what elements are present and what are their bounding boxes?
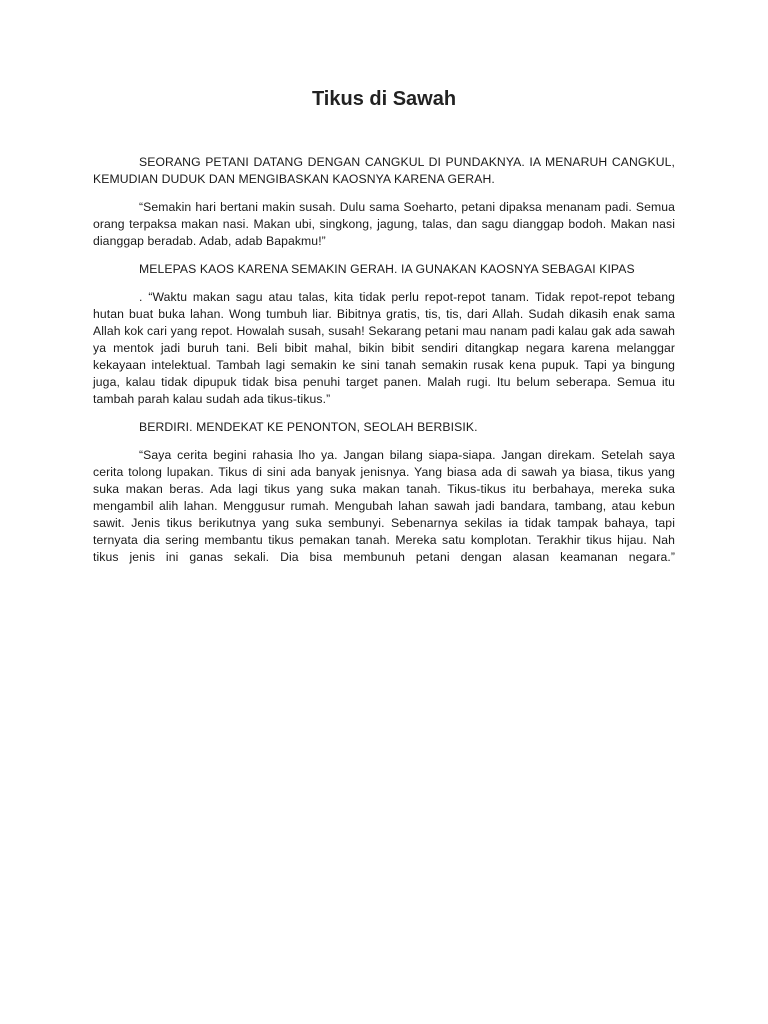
dialogue-paragraph: “Saya cerita begini rahasia lho ya. Jangan bilang siapa-siapa. Jangan direkam. Setelah saya cerita tolong lupakan. Tikus di sini ada banyak jenisnya. Yang biasa ada di sawah ya biasa, tikus yang suka makan beras. Ada lagi tikus yang suka makan tanah. Tikus-tikus itu berbahaya, mereka suka mengambil alih lahan. Menggusur rumah. Mengubah lahan sawah jadi bandara, tambang, atau kebun sawit. Jenis tikus berikutnya yang suka sembunyi. Sebenarnya sekilas ia tidak tampak bahaya, tapi ternyata dia sering membantu tikus pemakan tanah. Mereka satu komplotan. Terakhir tikus hijau. Nah tikus jenis ini ganas sekali. Dia bisa membunuh petani dengan alasan keamanan negara.” [93,448,675,564]
document-title: Tikus di Sawah [311,88,457,110]
stage-direction-paragraph: SEORANG PETANI DATANG DENGAN CANGKUL DI PUNDAKNYA. IA MENARUH CANGKUL, KEMUDIAN DUDUK DAN MENGIBASKAN KAOSNYA KARENA GERAH. [93,155,675,186]
dialogue-paragraph: “Semakin hari bertani makin susah. Dulu sama Soeharto, petani dipaksa menanam padi. Semua orang terpaksa makan nasi. Makan ubi, singkong, jagung, talas, dan sagu dianggap bodoh. Makan nasi dianggap beradab. Adab, adab Bapakmu!” [93,200,675,248]
stage-direction-paragraph: MELEPAS KAOS KARENA SEMAKIN GERAH. IA GUNAKAN KAOSNYA SEBAGAI KIPAS [139,262,635,276]
stage-direction-paragraph: BERDIRI. MENDEKAT KE PENONTON, SEOLAH BERBISIK. [139,420,478,434]
document-body [93,154,675,577]
dialogue-paragraph: . “Waktu makan sagu atau talas, kita tidak perlu repot-repot tanam. Tidak repot-repot tebang hutan buat buka lahan. Wong tumbuh liar. Bibitnya gratis, tis, tis, dari Allah. Sudah dikasih enak sama Allah kok cari yang repot. Howalah susah, susah! Sekarang petani mau nanam padi kalau gak ada sawah ya mentok jadi buruh tani. Beli bibit mahal, bikin bibit sendiri ditangkap negara karena melanggar kekayaan intelektual. Tambah lagi semakin ke sini tanah semakin rusak kena pupuk. Tapi ya bingung juga, kalau tidak dipupuk tidak bisa penuhi target panen. Malah rugi. Itu belum seberapa. Semua itu tambah parah kalau sudah ada tikus-tikus.” [93,290,675,406]
